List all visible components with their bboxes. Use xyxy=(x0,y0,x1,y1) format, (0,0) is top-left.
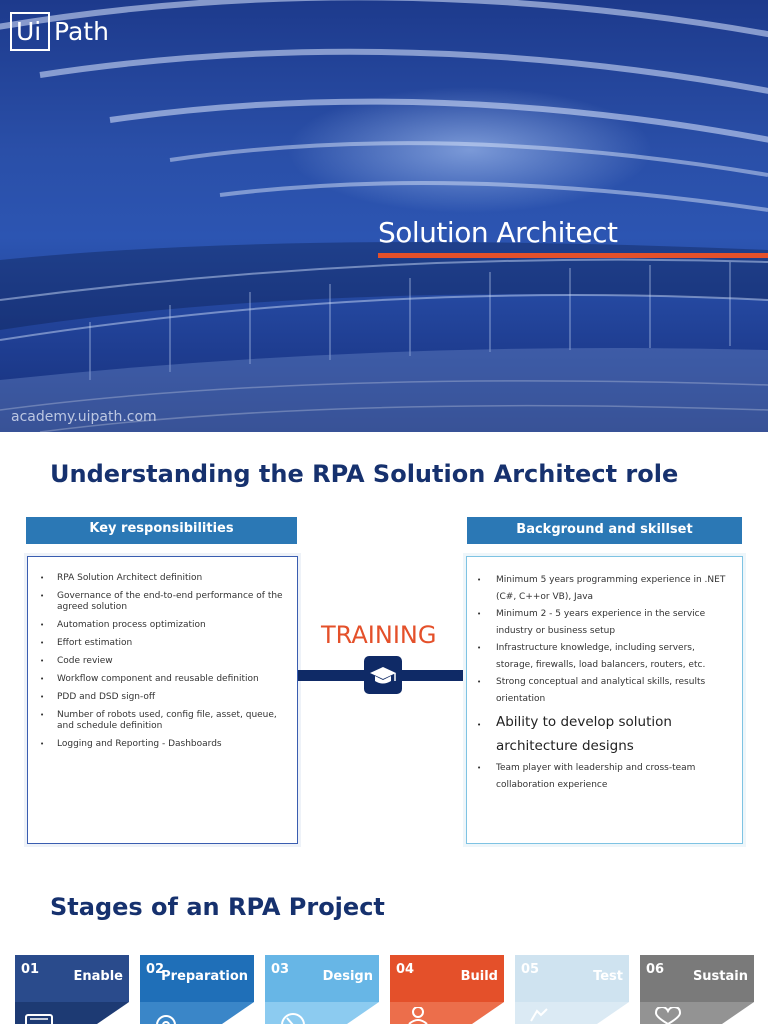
list-item: • Infrastructure knowledge, including servers, storage, firewalls, load balancers, routers, etc. xyxy=(477,640,734,674)
background-skillset-panel xyxy=(466,556,743,844)
list-item: • Governance of the end-to-end performance of the agreed solution xyxy=(40,591,289,613)
training-label: TRAINING xyxy=(321,621,437,649)
stage-card-enable xyxy=(15,955,129,1024)
stage-label: Enable xyxy=(73,969,123,984)
logo-text: Path xyxy=(54,17,109,46)
hand-icon xyxy=(523,1007,557,1024)
stage-label: Design xyxy=(322,969,373,984)
background-skillset-heading: Background and skillset xyxy=(467,517,742,544)
list-item: • RPA Solution Architect definition xyxy=(40,573,289,584)
heart-icon xyxy=(648,1007,688,1024)
site-url: academy.uipath.com xyxy=(11,409,157,425)
target-icon xyxy=(148,1007,182,1024)
skillset-list xyxy=(467,557,742,794)
person-icon xyxy=(398,1007,432,1024)
laptop-icon xyxy=(23,1007,57,1024)
stage-card-design xyxy=(265,955,379,1024)
stage-number: 01 xyxy=(21,962,40,977)
key-responsibilities-heading: Key responsibilities xyxy=(26,517,297,544)
stage-label: Test xyxy=(593,969,623,984)
stage-number: 02 xyxy=(146,962,165,977)
list-item: • Ability to develop solution architecture designs xyxy=(477,710,734,758)
gauge-icon xyxy=(273,1007,307,1024)
responsibilities-list xyxy=(28,557,297,750)
role-section-title: Understanding the RPA Solution Architect role xyxy=(50,460,679,488)
list-item: • Number of robots used, config file, asset, queue, and schedule definition xyxy=(40,710,289,732)
logo-box-text: Ui xyxy=(10,12,50,51)
list-item: • Logging and Reporting - Dashboards xyxy=(40,739,289,750)
stage-label: Preparation xyxy=(161,969,248,984)
stages-section-title: Stages of an RPA Project xyxy=(50,893,385,921)
stage-label: Build xyxy=(460,969,498,984)
hero-banner xyxy=(0,0,768,432)
list-item: • PDD and DSD sign-off xyxy=(40,692,289,703)
list-item: • Minimum 5 years programming experience in .NET (C#, C++or VB), Java xyxy=(477,572,734,606)
list-item: • Strong conceptual and analytical skills, results orientation xyxy=(477,674,734,708)
stage-label: Sustain xyxy=(692,969,748,984)
list-item: • Workflow component and reusable definition xyxy=(40,674,289,685)
stage-number: 05 xyxy=(521,962,540,977)
uipath-logo xyxy=(10,12,109,51)
stage-card-preparation xyxy=(140,955,254,1024)
stage-number: 06 xyxy=(646,962,665,977)
list-item: • Code review xyxy=(40,656,289,667)
graduation-cap-icon xyxy=(364,656,402,694)
stage-card-sustain xyxy=(640,955,754,1024)
stage-number: 03 xyxy=(271,962,290,977)
training-icon-box xyxy=(364,656,402,694)
list-item: • Effort estimation xyxy=(40,638,289,649)
stage-number: 04 xyxy=(396,962,415,977)
list-item: • Team player with leadership and cross-team collaboration experience xyxy=(477,760,734,794)
stage-card-build xyxy=(390,955,504,1024)
key-responsibilities-panel xyxy=(27,556,298,844)
list-item: • Automation process optimization xyxy=(40,620,289,631)
stage-card-test xyxy=(515,955,629,1024)
list-item: • Minimum 2 - 5 years experience in the service industry or business setup xyxy=(477,606,734,640)
page-title: Solution Architect xyxy=(378,216,618,249)
title-underline xyxy=(378,253,768,258)
